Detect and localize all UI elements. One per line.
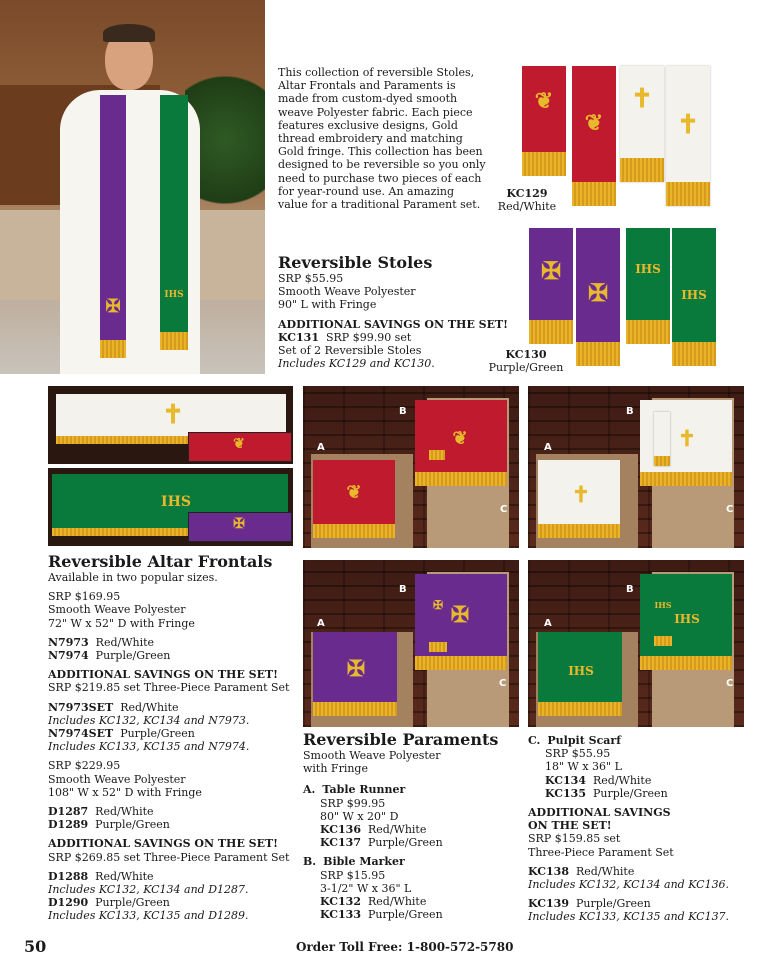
stoles-savings-heading: ADDITIONAL SAVINGS ON THE SET! [278,317,509,331]
bible-marker-title: Bible Marker [323,855,405,869]
kc129-code: KC129 [506,187,548,200]
cross-icon: ✝ [677,426,697,452]
altar-size1: 72" W x 52" D with Fringe [48,616,195,630]
intro-line: need to purchase two pieces of each [278,171,482,185]
kc131-price: SRP $99.90 set [325,330,412,344]
altar-title: Reversible Altar Frontals [48,552,273,571]
table-runner-size: 80" W x 20" D [320,809,399,823]
label-c: C [499,678,507,689]
kc137-code: KC137 [320,836,361,850]
stoles-section [278,253,509,371]
label-b: B [399,406,407,417]
ihs-icon: IHS [674,612,700,626]
ornament-icon: ❦ [452,428,468,449]
bible-marker-srp: SRP $15.95 [320,868,386,882]
n7974-color: Purple/Green [95,649,171,663]
altar-frontals-section [48,553,298,923]
altar-subtitle: Available in two popular sizes. [48,571,218,584]
kc139-code: KC139 [528,897,569,911]
d1288-color: Red/White [95,869,154,883]
d1289-color: Purple/Green [95,818,170,832]
table-runner-label: A. [303,783,316,797]
altar-savings2-price: SRP $269.85 set Three-Piece Parament Set [48,850,290,864]
d1288-includes: Includes KC132, KC134 and D1287. [48,883,249,897]
intro-line: value for a traditional Parament set. [278,198,481,212]
intro-line: designed to be reversible so you only [278,158,486,172]
kc136-color: Red/White [367,823,427,837]
parament-red-photo [303,386,519,548]
altar-size2: 108" W x 52" D with Fringe [48,785,202,799]
label-c: C [726,504,734,515]
ornament-icon: ❦ [346,482,362,503]
intro-line: thread embroidery and matching [278,132,463,146]
pulpit-scarf-label: C. [528,734,541,747]
kc130-color: Purple/Green [488,361,564,374]
bible-marker-size: 3-1/2" W x 36" L [320,881,412,895]
bible-marker-label: B. [303,855,317,869]
pulpit-scarf-title: Pulpit Scarf [547,734,621,747]
paraments-title: Reversible Paraments [303,730,499,749]
altar-savings1-price: SRP $219.85 set Three-Piece Parament Set [48,681,290,695]
label-a: A [544,442,552,453]
kc133-color: Purple/Green [367,908,443,922]
intro-line: made from custom-dyed smooth [278,92,458,106]
d1287-code: D1287 [48,805,89,819]
ihs-icon: IHS [161,494,191,510]
parament-purple-photo [303,560,519,727]
ihs-icon: IHS [635,262,661,276]
cross-icon: ✝ [162,400,184,430]
kc129-color: Red/White [497,200,557,213]
label-a: A [317,618,325,629]
kc131-includes: Includes KC129 and KC130. [278,357,435,371]
d1290-code: D1290 [48,896,89,910]
kc131-code: KC131 [278,330,319,344]
paraments-material: Smooth Weave Polyester [303,749,441,762]
n7973-color: Red/White [95,635,155,649]
label-b: B [626,584,634,595]
n7974set-color: Purple/Green [120,727,195,741]
kc139-color: Purple/Green [575,897,651,911]
intro-line: Altar Frontals and Paraments is [278,79,456,93]
kc136-code: KC136 [320,823,361,837]
label-b: B [399,584,407,595]
intro-line: This collection of reversible Stoles, [278,66,475,79]
kc137-color: Purple/Green [367,836,443,850]
table-runner-title: Table Runner [322,783,406,797]
table-runner-srp: SRP $99.95 [320,796,386,810]
paraments-savings-desc: Three-Piece Parament Set [528,845,674,859]
label-b: B [626,406,634,417]
altar-srp1: SRP $169.95 [48,590,121,604]
kc130-caption [486,348,566,374]
kc138-includes: Includes KC132, KC134 and KC136. [528,878,730,892]
pulpit-scarf-srp: SRP $55.95 [545,747,611,761]
paraments-fringe: with Fringe [303,762,368,776]
kc139-includes: Includes KC133, KC135 and KC137. [528,910,730,924]
intro-line: features exclusive designs, Gold [278,118,458,132]
ihs-icon: IHS [654,600,672,610]
label-a: A [544,618,552,629]
cross-icon: ✝ [571,482,591,508]
ornament-icon: ❦ [233,436,245,452]
paraments-savings-heading-2: ON THE SET! [528,819,612,833]
ihs-icon: IHS [568,664,594,678]
ihs-icon: IHS [681,288,707,302]
ihs-icon: IHS [164,290,184,300]
pulpit-scarf-size: 18" W x 36" L [545,760,622,774]
label-c: C [500,504,508,515]
n7973set-color: Red/White [120,700,179,714]
intro-line: weave Polyester fabric. Each piece [278,105,473,119]
parament-white-photo [528,386,744,548]
paraments-savings-price: SRP $159.85 set [528,832,621,846]
kc133-code: KC133 [320,908,361,922]
kc129-caption [492,187,562,213]
kc132-color: Red/White [367,895,427,909]
d1289-code: D1289 [48,818,89,832]
parament-green-photo [528,560,744,727]
altar-frontal-green-purple-photo [48,468,293,546]
cross-icon: ✝ [677,110,699,140]
kc131-desc: Set of 2 Reversible Stoles [278,344,422,358]
label-c: C [726,678,734,689]
altar-frontal-red-white-photo [48,386,293,464]
cross-icon: ✠ [233,516,245,532]
cross-icon: ✠ [450,602,470,628]
n7973set-includes: Includes KC132, KC134 and N7973. [48,713,250,727]
priest-photo [0,0,265,374]
cross-icon: ✠ [346,656,366,682]
altar-savings1-heading: ADDITIONAL SAVINGS ON THE SET! [48,668,279,682]
cross-icon: ✠ [587,278,609,307]
order-toll-free: Order Toll Free: 1-800-572-5780 [296,940,514,954]
kc135-color: Purple/Green [592,786,668,800]
d1288-code: D1288 [48,869,89,883]
altar-material2: Smooth Weave Polyester [48,772,186,786]
paraments-section [303,731,523,921]
stoles-title: Reversible Stoles [278,253,433,272]
kc138-code: KC138 [528,864,569,878]
n7974-code: N7974 [48,649,89,663]
stoles-srp: SRP $55.95 [278,272,344,285]
altar-savings2-heading: ADDITIONAL SAVINGS ON THE SET! [48,837,279,851]
n7973-code: N7973 [48,635,89,649]
d1290-color: Purple/Green [95,896,170,910]
cross-icon: ✠ [540,256,562,285]
intro-line: Gold fringe. This collection has been [278,145,483,159]
kc135-code: KC135 [545,786,586,800]
n7973set-code: N7973SET [48,700,114,714]
paraments-savings-heading-1: ADDITIONAL SAVINGS [528,806,671,820]
altar-material1: Smooth Weave Polyester [48,603,186,617]
intro-line: for year-round use. An amazing [278,184,455,198]
stoles-material: Smooth Weave Polyester [278,285,416,299]
kc134-color: Red/White [592,773,652,787]
stoles-size: 90" L with Fringe [278,298,377,312]
page-number: 50 [24,937,47,956]
intro-text [278,66,486,212]
ornament-icon: ❦ [534,88,554,114]
pulpit-scarf-section [528,734,748,924]
n7974set-includes: Includes KC133, KC135 and N7974. [48,740,250,754]
altar-srp2: SRP $229.95 [48,759,121,773]
ornament-icon: ❦ [584,110,604,136]
kc134-code: KC134 [545,773,586,787]
n7974set-code: N7974SET [48,727,114,741]
cross-icon: ✠ [105,296,121,317]
label-a: A [317,442,325,453]
cross-icon: ✠ [432,598,444,612]
d1290-includes: Includes KC133, KC135 and D1289. [48,909,249,923]
cross-icon: ✝ [631,84,653,114]
kc130-code: KC130 [505,348,547,361]
kc138-color: Red/White [575,864,635,878]
d1287-color: Red/White [95,805,154,819]
kc132-code: KC132 [320,895,361,909]
